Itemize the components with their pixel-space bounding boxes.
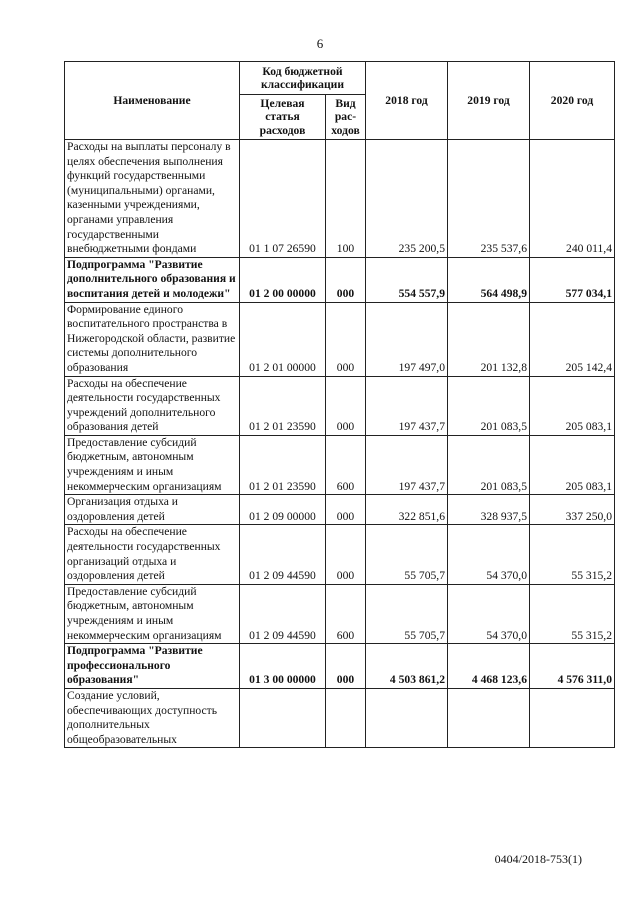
row-kind: 600	[326, 584, 366, 643]
row-value-2018: 554 557,9	[366, 257, 448, 302]
row-value-2020: 337 250,0	[530, 495, 615, 525]
row-code	[240, 688, 326, 747]
row-value-2018: 197 437,7	[366, 376, 448, 435]
row-name: Подпрограмма "Развитие профессионального образования"	[65, 644, 240, 689]
row-value-2019: 54 370,0	[448, 584, 530, 643]
row-kind: 000	[326, 376, 366, 435]
row-name: Подпрограмма "Развитие дополнительного образования и воспитания детей и молодежи"	[65, 257, 240, 302]
row-code: 01 2 09 00000	[240, 495, 326, 525]
row-value-2018: 55 705,7	[366, 525, 448, 584]
row-kind: 100	[326, 140, 366, 258]
table-row	[65, 495, 615, 525]
row-name: Предоставление субсидий бюджетным, автономным учреждениям и иным некоммерческим организациям	[65, 584, 240, 643]
table-row	[65, 525, 615, 584]
row-kind	[326, 688, 366, 747]
row-value-2020: 205 083,1	[530, 376, 615, 435]
row-value-2019	[448, 688, 530, 747]
header-year-2019: 2019 год	[448, 62, 530, 140]
row-value-2020: 205 142,4	[530, 302, 615, 376]
document-code: 0404/2018-753(1)	[494, 852, 582, 866]
row-value-2020: 4 576 311,0	[530, 644, 615, 689]
row-value-2020	[530, 688, 615, 747]
header-year-2018: 2018 год	[366, 62, 448, 140]
budget-table	[64, 61, 615, 748]
row-name: Формирование единого воспитательного пространства в Нижегородской области, развитие системы дополнительного образования	[65, 302, 240, 376]
row-name: Расходы на обеспечение деятельности государственных учреждений дополнительного образования детей	[65, 376, 240, 435]
table-row	[65, 584, 615, 643]
row-kind: 000	[326, 525, 366, 584]
table-row	[65, 644, 615, 689]
row-code: 01 2 01 23590	[240, 376, 326, 435]
row-value-2018: 4 503 861,2	[366, 644, 448, 689]
row-value-2020: 577 034,1	[530, 257, 615, 302]
row-value-2018: 235 200,5	[366, 140, 448, 258]
header-target-item: Целевая статья расходов	[240, 95, 326, 140]
row-value-2019: 4 468 123,6	[448, 644, 530, 689]
row-code: 01 2 09 44590	[240, 525, 326, 584]
row-name: Создание условий, обеспечивающих доступность дополнительных общеобразовательных	[65, 688, 240, 747]
table-row	[65, 376, 615, 435]
table-row	[65, 688, 615, 747]
row-value-2019: 235 537,6	[448, 140, 530, 258]
table-row	[65, 435, 615, 494]
row-value-2019: 201 083,5	[448, 435, 530, 494]
row-value-2019: 54 370,0	[448, 525, 530, 584]
header-expense-kind: Вид рас-ходов	[326, 95, 366, 140]
row-value-2020: 55 315,2	[530, 584, 615, 643]
row-kind: 000	[326, 257, 366, 302]
row-value-2019: 201 083,5	[448, 376, 530, 435]
row-value-2019: 564 498,9	[448, 257, 530, 302]
row-name: Расходы на обеспечение деятельности государственных организаций отдыха и оздоровления детей	[65, 525, 240, 584]
row-code: 01 2 09 44590	[240, 584, 326, 643]
row-code: 01 2 01 00000	[240, 302, 326, 376]
row-value-2020: 205 083,1	[530, 435, 615, 494]
row-value-2019: 201 132,8	[448, 302, 530, 376]
row-code: 01 2 00 00000	[240, 257, 326, 302]
row-value-2018: 55 705,7	[366, 584, 448, 643]
row-code: 01 3 00 00000	[240, 644, 326, 689]
row-value-2020: 240 011,4	[530, 140, 615, 258]
row-value-2018: 197 437,7	[366, 435, 448, 494]
row-value-2018	[366, 688, 448, 747]
header-year-2020: 2020 год	[530, 62, 615, 140]
row-value-2020: 55 315,2	[530, 525, 615, 584]
row-kind: 000	[326, 644, 366, 689]
row-kind: 000	[326, 302, 366, 376]
row-code: 01 1 07 26590	[240, 140, 326, 258]
table-row	[65, 140, 615, 258]
row-value-2018: 322 851,6	[366, 495, 448, 525]
header-name: Наименование	[65, 62, 240, 140]
row-value-2018: 197 497,0	[366, 302, 448, 376]
row-kind: 000	[326, 495, 366, 525]
row-name: Расходы на выплаты персоналу в целях обеспечения выполнения функций государственными (муниципальными) органами, казенными учреждениями, органами управления государственными внебюджетными фондами	[65, 140, 240, 258]
row-kind: 600	[326, 435, 366, 494]
row-code: 01 2 01 23590	[240, 435, 326, 494]
row-name: Предоставление субсидий бюджетным, автономным учреждениям и иным некоммерческим организациям	[65, 435, 240, 494]
table-row	[65, 302, 615, 376]
table-row	[65, 257, 615, 302]
page-number: 6	[316, 36, 324, 51]
row-name: Организация отдыха и оздоровления детей	[65, 495, 240, 525]
header-budget-code-group: Код бюджетной классификации	[240, 62, 366, 95]
row-value-2019: 328 937,5	[448, 495, 530, 525]
